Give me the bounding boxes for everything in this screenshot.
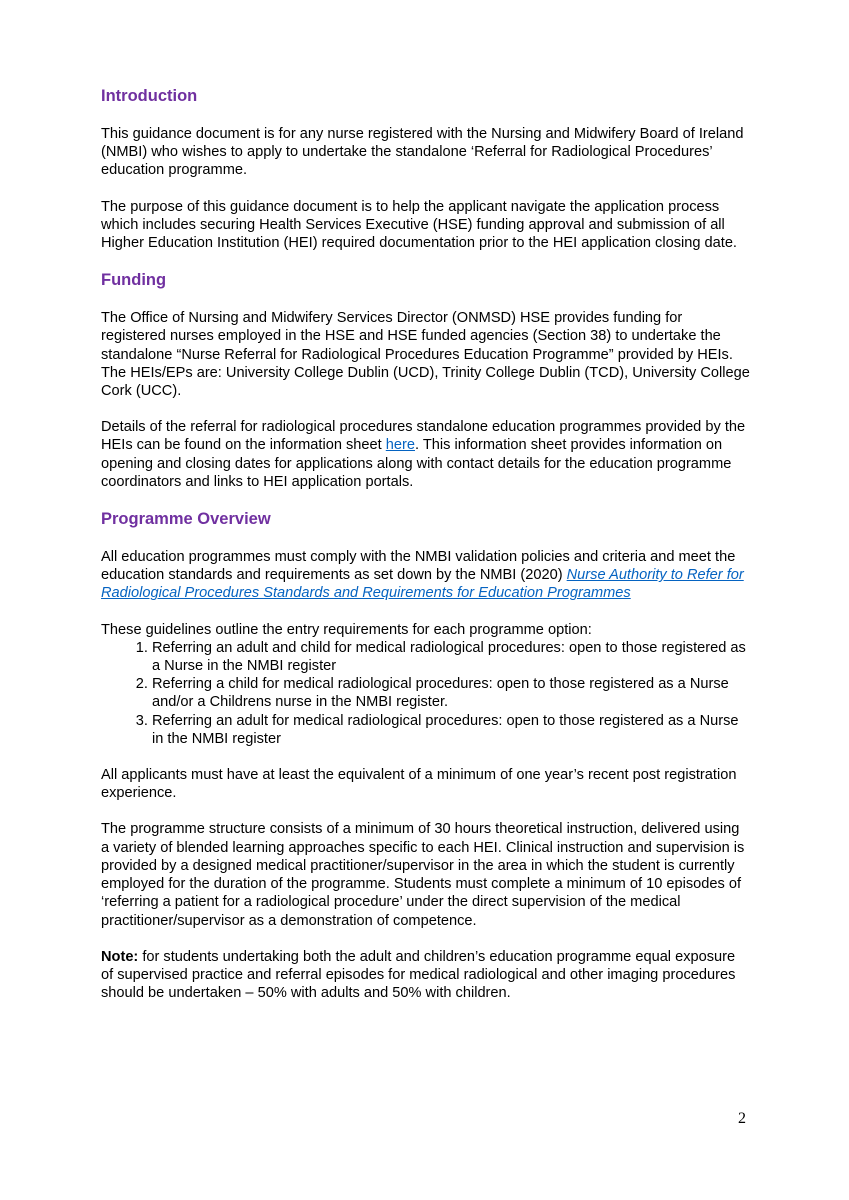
note-text: for students undertaking both the adult and children’s education programme equal exposure of supervised practice and referral episodes for medical radiological and other imaging procedures should be undertaken – 50% with adults and 50% with children. xyxy=(101,948,736,1002)
overview-paragraph-2: These guidelines outline the entry requirements for each programme option: xyxy=(101,621,592,638)
funding-paragraph-2 xyxy=(101,418,751,491)
overview-paragraph-1 xyxy=(101,548,751,603)
info-sheet-link[interactable]: here xyxy=(385,437,415,454)
intro-paragraph-1: This guidance document is for any nurse registered with the Nursing and Midwifery Board of Ireland (NMBI) who wishes to apply to undertake the standalone ‘Referral for Radiological Procedures’ education programme. xyxy=(101,126,744,179)
overview-paragraph-4: The programme structure consists of a minimum of 30 hours theoretical instruction, delivered using a variety of blended learning approaches specific to each HEI. Clinical instruction and supervision is provided by a designed medical practitioner/supervisor in the area in which the student is currently employed for the duration of the programme. Students must complete a minimum of 10 episodes of ‘referring a patient for a radiological procedure’ under the direct supervision of the medical practitioner/supervisor as a demonstration of competence. xyxy=(101,821,745,929)
note-paragraph xyxy=(101,948,751,1003)
list-item: 2. Referring a child for medical radiological procedures: open to those registered as a Nurse and/or a Childrens nurse in the NMBI register. xyxy=(152,675,751,711)
intro-paragraph-2: The purpose of this guidance document is to help the applicant navigate the application process which includes securing Health Services Executive (HSE) funding approval and submission of all Higher Education Institution (HEI) required documentation prior to the HEI application closing date. xyxy=(101,198,737,252)
note-label: Note: xyxy=(101,948,139,965)
list-item: 3. Referring an adult for medical radiological procedures: open to those registered as a Nurse in the NMBI register xyxy=(152,712,751,748)
funding-paragraph-1: The Office of Nursing and Midwifery Services Director (ONMSD) HSE provides funding for registered nurses employed in the HSE and HSE funded agencies (Section 38) to undertake the standalone “Nurse Referral for Radiological Procedures Education Programme” provided by HEIs. The HEIs/EPs are: University College Dublin (UCD), Trinity College Dublin (TCD), University College Cork (UCC). xyxy=(101,310,750,400)
heading-introduction: Introduction xyxy=(101,87,198,105)
overview-paragraph-3: All applicants must have at least the equivalent of a minimum of one year’s recent post registration experience. xyxy=(101,767,737,802)
page-content xyxy=(101,86,751,1002)
programme-options-list xyxy=(101,639,751,748)
list-item: 1. Referring an adult and child for medical radiological procedures: open to those registered as a Nurse in the NMBI register xyxy=(152,639,751,675)
funding-p2-text-after: . This information sheet provides information on opening and closing dates for applications along with contact details for the education programme coordinators and links to HEI application portals. xyxy=(101,437,732,490)
heading-funding: Funding xyxy=(101,271,167,290)
nmbi-standards-link[interactable]: Nurse Authority to Refer for Radiological Procedures Standards and Requirements for Education Programmes xyxy=(101,567,744,602)
overview-p1-text: All education programmes must comply with the NMBI validation policies and criteria and meet the education standards and requirements as set down by the NMBI (2020) xyxy=(101,549,736,584)
heading-programme-overview: Programme Overview xyxy=(101,510,271,529)
page-number: 2 xyxy=(738,1110,746,1127)
funding-p2-text-before: Details of the referral for radiological procedures standalone education programmes provided by the HEIs can be found on the information sheet xyxy=(101,419,746,454)
